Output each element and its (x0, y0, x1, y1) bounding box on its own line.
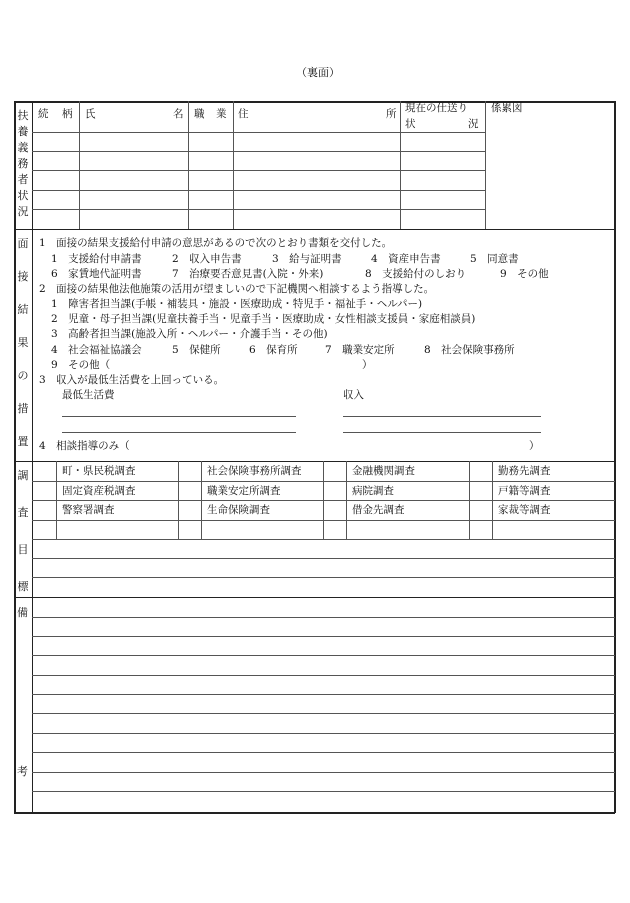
check-r2c2: 職業安定所調査 (207, 485, 281, 497)
page-title: （裏面） (296, 66, 340, 79)
check-r3c1: 警察署調査 (62, 504, 115, 516)
result-item-1: 1 面接の結果支援給付申請の意思があるので次のとおり書類を交付した。 (39, 237, 393, 249)
col-remit-b1: 状 (405, 118, 416, 130)
agency-5: 5 保健所 (172, 344, 221, 356)
col-relation-a: 続 (38, 108, 49, 120)
check-r2c3: 病院調査 (352, 485, 394, 497)
result-item-3: 3 収入が最低生活費を上回っている。 (39, 374, 225, 386)
col-name-a: 氏 (85, 108, 96, 120)
income-label: 収入 (343, 389, 364, 401)
col-relation-b: 柄 (62, 108, 73, 120)
frame-bottom (14, 812, 615, 814)
check-r3c2: 生命保険調査 (207, 504, 270, 516)
result-item-4: 4 相談指導のみ（ (39, 440, 130, 452)
col-address-b: 所 (386, 108, 397, 120)
income-line-2 (343, 432, 541, 433)
agency-1: 1 障害者担当課(手帳・補装具・施設・医療助成・特児手・福祉手・ヘルパー) (51, 298, 423, 310)
agency-other-close: ） (362, 359, 373, 371)
interview-side-label: 面 接 結 果 の 措 置 (17, 237, 29, 448)
remarks-label-b: 考 (17, 765, 28, 778)
check-r1c2: 社会保険事務所調査 (207, 465, 302, 477)
agency-other: 9 その他（ (51, 359, 111, 371)
check-r1c4: 勤務先調査 (498, 465, 551, 477)
doc-7: 7 治療要否意見書(入院・外来) (172, 268, 324, 280)
check-r2c4: 戸籍等調査 (498, 485, 551, 497)
investigation-side-label: 調 査 目 標 (17, 469, 29, 593)
check-r2c1: 固定資産税調査 (62, 485, 136, 497)
result-item-2: 2 面接の結果他法他施策の活用が望ましいので下記機関へ相談するよう指導した。 (39, 283, 435, 295)
check-r1c3: 金融機関調査 (352, 465, 415, 477)
frame-right (614, 101, 616, 813)
doc-4: 4 資産申告書 (371, 253, 441, 265)
doc-9: 9 その他 (500, 268, 549, 280)
dependents-side-label: 扶 養 義 務 者 状 況 (17, 109, 29, 218)
income-line-1 (343, 416, 541, 417)
col-remit: 現在の仕送り (405, 102, 468, 114)
col-job-b: 業 (216, 108, 227, 120)
check-r1c1: 町・県民税調査 (62, 465, 136, 477)
side-column-divider (32, 101, 33, 813)
doc-8: 8 支援給付のしおり (365, 268, 467, 280)
doc-6: 6 家賃地代証明書 (51, 268, 142, 280)
agency-2: 2 児童・母子担当課(児童扶養手当・児童手当・医療助成・女性相談支援員・家庭相談員) (51, 313, 476, 325)
agency-8: 8 社会保険事務所 (424, 344, 515, 356)
agency-3: 3 高齢者担当課(施設入所・ヘルパー・介護手当・その他) (51, 328, 328, 340)
doc-5: 5 同意書 (470, 253, 519, 265)
col-name-b: 名 (173, 108, 184, 120)
min-living-cost-label: 最低生活費 (62, 389, 115, 401)
agency-4: 4 社会福祉協議会 (51, 344, 142, 356)
col-address-a: 住 (238, 108, 249, 120)
min-living-line-1 (62, 416, 296, 417)
col-remit-b2: 況 (468, 118, 479, 130)
agency-7: 7 職業安定所 (325, 344, 395, 356)
agency-6: 6 保育所 (249, 344, 298, 356)
doc-2: 2 収入申告書 (172, 253, 242, 265)
doc-3: 3 給与証明書 (272, 253, 342, 265)
frame-top (14, 101, 615, 103)
result-item-4-close: ） (529, 440, 540, 452)
check-r3c3: 借金先調査 (352, 504, 405, 516)
doc-1: 1 支援給付申請書 (51, 253, 142, 265)
check-r3c4: 家裁等調査 (498, 504, 551, 516)
remarks-label-a: 備 (17, 606, 28, 619)
col-family-chart: 係累図 (491, 102, 523, 114)
col-job-a: 職 (194, 108, 205, 120)
min-living-line-2 (62, 432, 296, 433)
